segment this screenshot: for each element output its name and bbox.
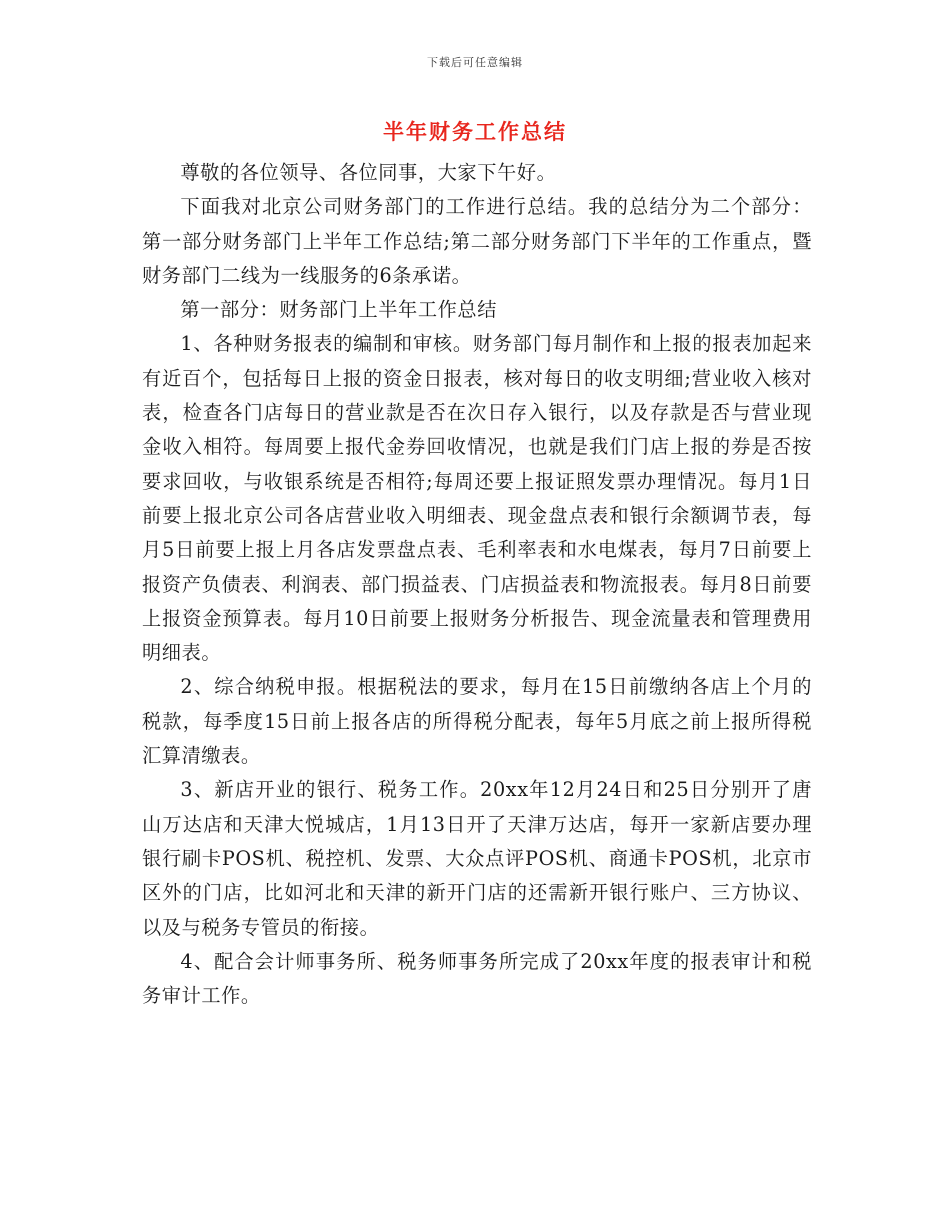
paragraph-greeting: 尊敬的各位领导、各位同事，大家下午好。 (180, 161, 557, 184)
document-body (142, 156, 812, 1013)
document-title: 半年财务工作总结 (383, 119, 567, 144)
paragraph-item-2: 2、综合纳税申报。根据税法的要求，每月在15日前缴纳各店上个月的税款，每季度15日前上报各店的所得税分配表，每年5月底之前上报所得税汇算清缴表。 (142, 675, 812, 768)
section-heading: 第一部分：财务部门上半年工作总结 (180, 298, 497, 322)
header-note: 下载后可任意编辑 (427, 56, 523, 69)
paragraph-item-1: 1、各种财务报表的编制和审核。财务部门每月制作和上报的报表加起来有近百个，包括每日上报的资金日报表，核对每日的收支明细;营业收入核对表，检查各门店每日的营业款是否在次日存入银行，以及存款是否与营业现金收入相符。每周要上报代金券回收情况，也就是我们门店上报的券是否按要求回收，与收银系统是否相符;每周还要上报证照发票办理情况。每月1日前要上报北京公司各店营业收入明细表、现金盘点表和银行余额调节表，每月5日前要上报上月各店发票盘点表、毛利率表和水电煤表，每月7日前要上报资产负债表、利润表、部门损益表、门店损益表和物流报表。每月8日前要上报资金预算表。每月10日前要上报财务分析报告、现金流量表和管理费用明细表。 (142, 332, 812, 665)
paragraph-item-3: 3、新店开业的银行、税务工作。20xx年12月24日和25日分别开了唐山万达店和天津大悦城店，1月13日开了天津万达店，每开一家新店要办理银行刷卡POS机、税控机、发票、大众点评POS机、商通卡POS机，北京市区外的门店，比如河北和天津的新开门店的还需新开银行账户、三方协议、以及与税务专管员的衔接。 (142, 778, 812, 939)
paragraph-intro: 下面我对北京公司财务部门的工作进行总结。我的总结分为二个部分：第一部分财务部门上半年工作总结;第二部分财务部门下半年的工作重点，暨财务部门二线为一线服务的6条承诺。 (142, 195, 812, 287)
paragraph-item-4: 4、配合会计师事务所、税务师事务所完成了20xx年度的报表审计和税务审计工作。 (142, 949, 812, 1008)
